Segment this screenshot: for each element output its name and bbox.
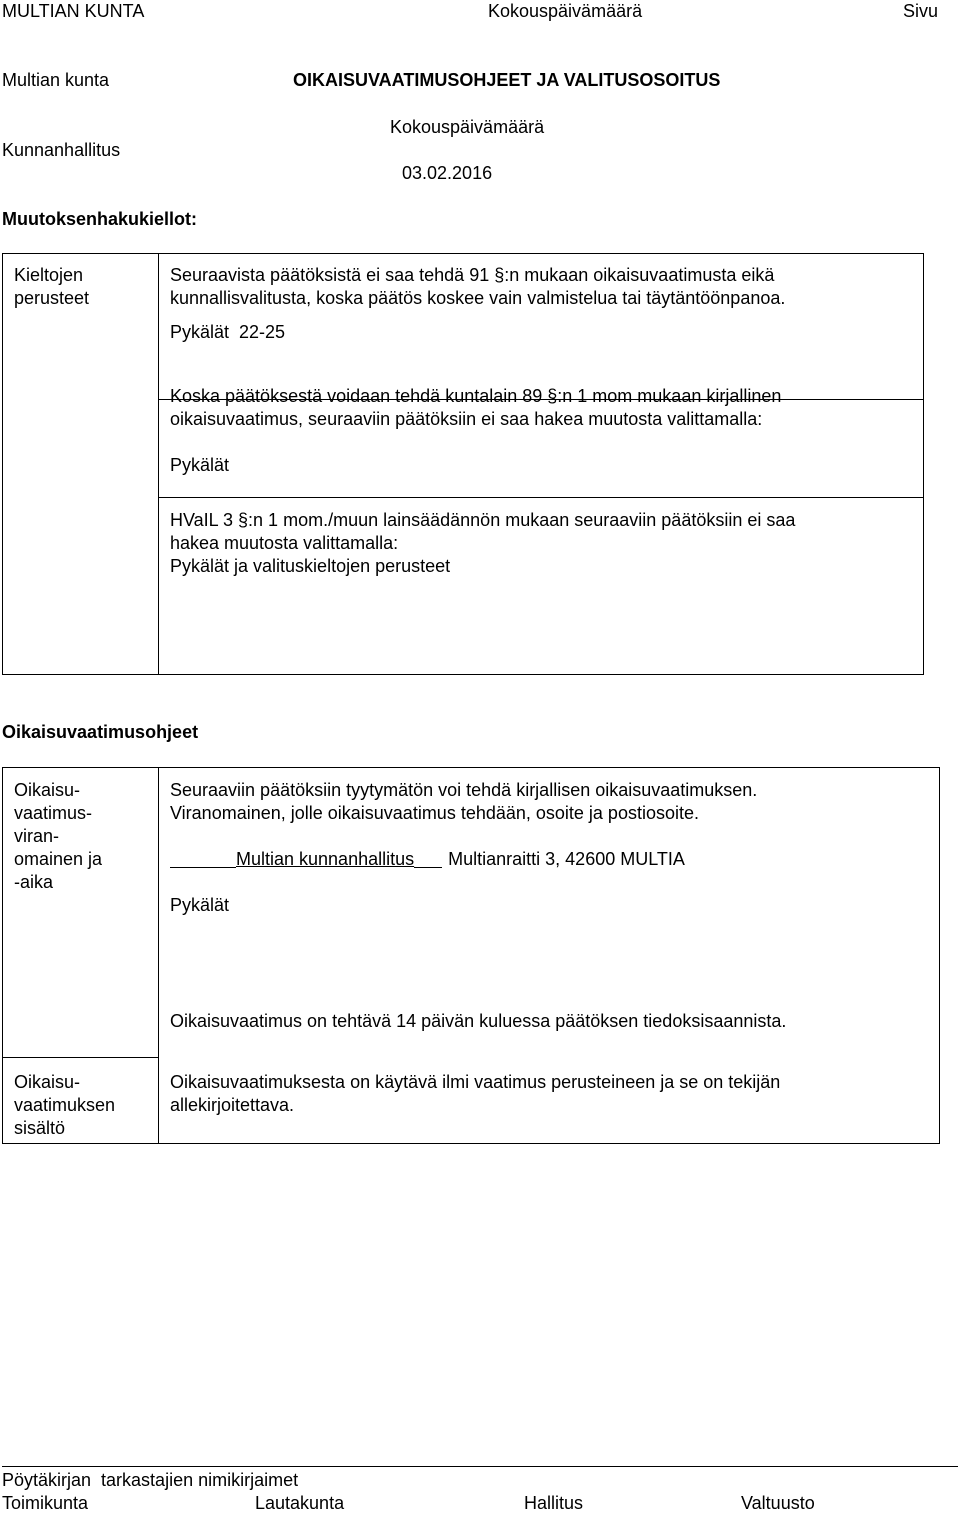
section-heading-appeal-bans: Muutoksenhakukiellot: xyxy=(2,209,198,229)
bans-p1-line2: kunnallisvalitusta, koska päätös koskee vain valmistelua tai täytäntöönpanoa. xyxy=(170,288,786,308)
bans-p3-line1: HVaIL 3 §:n 1 mom./muun lainsäädännön mukaan seuraaviin päätöksiin ei saa xyxy=(170,510,796,530)
rect-content-line1: Oikaisuvaatimuksesta on käytävä ilmi vaatimus perusteineen ja se on tekijän xyxy=(170,1072,781,1092)
label-bans-line2: perusteet xyxy=(14,288,90,308)
bans-p1-sections: Pykälät 22-25 xyxy=(170,322,286,342)
bans-p3-line2: hakea muutosta valittamalla: xyxy=(170,533,399,553)
authority-name: Multian kunnanhallitus xyxy=(236,849,415,869)
footer-inspectors: Pöytäkirjan tarkastajien nimikirjaimet xyxy=(2,1470,299,1490)
header-meeting-date-label: Kokouspäivämäärä xyxy=(488,1,643,21)
footer-board: Lautakunta xyxy=(255,1493,345,1513)
authority-address: Multianraitti 3, 42600 MULTIA xyxy=(448,849,685,869)
label-bans-line1: Kieltojen xyxy=(14,265,84,285)
authority-line xyxy=(170,848,685,871)
governing-body: Kunnanhallitus xyxy=(2,140,121,160)
label-authority-line1: Oikaisu- xyxy=(14,780,81,800)
label-authority-line4: omainen ja xyxy=(14,849,103,869)
rect-deadline: Oikaisuvaatimus on tehtävä 14 päivän kuluessa päätöksen tiedoksisaannista. xyxy=(170,1011,787,1031)
footer-council: Valtuusto xyxy=(741,1493,815,1513)
label-authority-line3: viran- xyxy=(14,826,60,846)
header-municipality: MULTIAN KUNTA xyxy=(2,1,145,21)
bans-p2-sections: Pykälät xyxy=(170,455,230,475)
footer-government: Hallitus xyxy=(524,1493,584,1513)
table-divider xyxy=(158,767,159,1144)
label-content-line2: vaatimuksen xyxy=(14,1095,116,1115)
rect-p1-line2: Viranomainen, jolle oikaisuvaatimus tehdään, osoite ja postiosoite. xyxy=(170,803,699,823)
header-page-label: Sivu xyxy=(903,1,939,21)
section-heading-rectification: Oikaisuvaatimusohjeet xyxy=(2,722,199,742)
table-divider xyxy=(158,253,159,675)
date-label: Kokouspäivämäärä xyxy=(390,117,545,137)
bans-p2-line1: Koska päätöksestä voidaan tehdä kuntalain 89 §:n 1 mom mukaan kirjallinen xyxy=(170,386,782,406)
bans-p2-line2: oikaisuvaatimus, seuraaviin päätöksiin ei saa hakea muutosta valittamalla: xyxy=(170,409,763,429)
label-content-line3: sisältö xyxy=(14,1118,66,1138)
org-name: Multian kunta xyxy=(2,70,110,90)
label-authority-line5: -aika xyxy=(14,872,54,892)
document-title: OIKAISUVAATIMUSOHJEET JA VALITUSOSOITUS xyxy=(293,70,721,90)
table-row-line xyxy=(2,1057,158,1058)
table-row-line xyxy=(158,497,924,498)
rect-p1-line1: Seuraaviin päätöksiin tyytymätön voi tehdä kirjallisen oikaisuvaatimuksen. xyxy=(170,780,758,800)
appeal-bans-table xyxy=(2,253,924,675)
footer-committee: Toimikunta xyxy=(2,1493,89,1513)
rect-p1-sections: Pykälät xyxy=(170,895,230,915)
meeting-date: 03.02.2016 xyxy=(402,163,493,183)
label-authority-line2: vaatimus- xyxy=(14,803,93,823)
label-content-line1: Oikaisu- xyxy=(14,1072,81,1092)
bans-p1-line1: Seuraavista päätöksistä ei saa tehdä 91 §:n mukaan oikaisuvaatimusta eikä xyxy=(170,265,775,285)
rect-content-line2: allekirjoitettava. xyxy=(170,1095,295,1115)
footer-rule xyxy=(2,1466,958,1467)
bans-p3-line3: Pykälät ja valituskieltojen perusteet xyxy=(170,556,451,576)
